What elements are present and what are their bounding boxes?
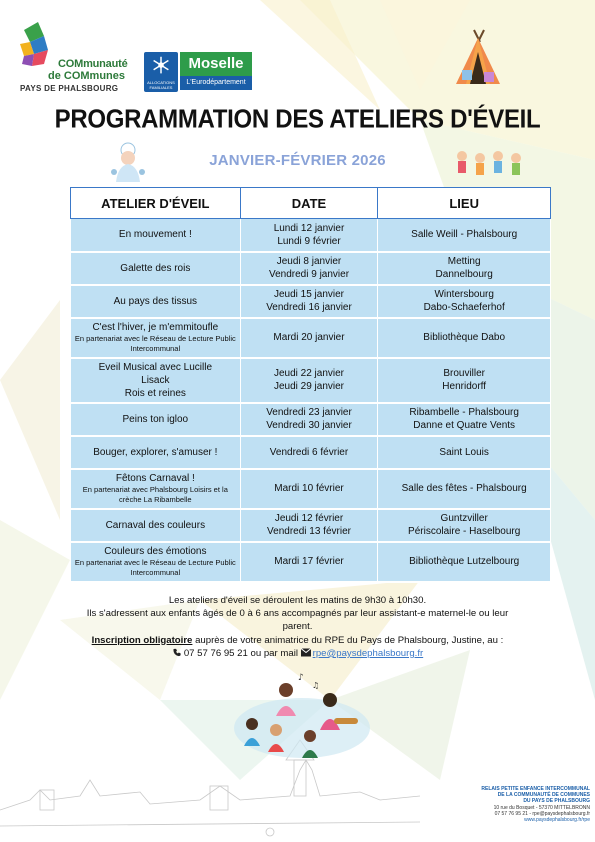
col-header-atelier: ATELIER D'ÉVEIL — [71, 188, 241, 219]
date-text: Jeudi 12 février — [274, 513, 344, 524]
tipi-icon — [452, 28, 504, 88]
lieu-cell — [378, 542, 551, 582]
lieu-cell — [378, 469, 551, 509]
atelier-name: Eveil Musical avec Lucille Lisack — [98, 361, 213, 386]
table-row — [71, 252, 551, 285]
date-text: Lundi 9 février — [277, 235, 341, 247]
atelier-cell — [71, 219, 241, 252]
atelier-name: Galette des rois — [120, 262, 191, 274]
inscription-info — [40, 634, 555, 647]
atelier-name: En mouvement ! — [118, 229, 192, 241]
lieu-text: Périscolaire - Haselbourg — [408, 526, 521, 537]
date-text: Jeudi 29 janvier — [273, 381, 345, 392]
rpe-title-1: RELAIS PETITE ENFANCE INTERCOMMUNAL — [481, 786, 590, 792]
lieu-cell — [378, 509, 551, 542]
atelier-cell — [71, 403, 241, 436]
atelier-cell — [71, 509, 241, 542]
inscription-text: auprès de votre animatrice du RPE du Pays de Phalsbourg, Justine, au : — [192, 634, 504, 646]
moselle-logo — [180, 52, 252, 92]
table-row — [71, 436, 551, 469]
date-text: Jeudi 15 janvier — [273, 289, 345, 300]
or-mail-text: ou par mail — [247, 647, 301, 659]
lieu-text: Dannelbourg — [435, 269, 493, 280]
partner-note: En partenariat avec Phalsbourg Loisirs et la crèche La Ribambelle — [82, 485, 228, 504]
rpe-address-block — [426, 786, 590, 823]
lieu-cell — [378, 436, 551, 469]
svg-text:♪: ♪ — [298, 673, 304, 683]
lieu-text: Dabo-Schaeferhof — [423, 302, 505, 313]
atelier-name: Couleurs des émotions — [104, 546, 207, 557]
lieu-cell — [378, 285, 551, 318]
mail-icon — [301, 648, 311, 657]
rpe-title-3: DU PAYS DE PHALSBOURG — [523, 798, 590, 805]
moselle-logo-tagline: L'Eurodépartement — [180, 76, 252, 90]
date-text: Lundi 12 janvier — [273, 222, 345, 234]
email-link[interactable]: rpe@paysdephalsbourg.fr — [312, 647, 424, 659]
date-text: Mardi 20 janvier — [273, 332, 345, 343]
lieu-text: Salle des fêtes - Phalsbourg — [401, 483, 527, 494]
lieu-cell — [378, 358, 551, 403]
atelier-name: Peins ton igloo — [122, 413, 189, 425]
date-cell — [240, 436, 378, 469]
date-text: Vendredi 13 février — [267, 526, 351, 537]
lieu-text: Henridorff — [442, 381, 487, 392]
lieu-cell — [378, 219, 551, 252]
lieu-text: Metting — [447, 256, 481, 267]
atelier-name: Au pays des tissus — [113, 295, 198, 307]
atelier-cell — [71, 469, 241, 509]
logo-mark-icon — [18, 22, 58, 72]
lieu-cell — [378, 318, 551, 358]
date-cell — [240, 358, 378, 403]
col-header-date: DATE — [240, 188, 378, 219]
logo-line-3: PAYS DE PHALSBOURG — [20, 84, 119, 93]
child-winter-icon — [108, 142, 148, 184]
date-text: Vendredi 30 janvier — [266, 420, 352, 431]
date-text: Jeudi 8 janvier — [276, 256, 342, 267]
table-row — [71, 469, 551, 509]
page-title: PROGRAMMATION DES ATELIERS D'ÉVEIL — [54, 104, 541, 135]
children-playing-icon — [452, 148, 526, 182]
table-row — [71, 318, 551, 358]
atelier-name: Carnaval des couleurs — [105, 519, 206, 531]
date-text: Vendredi 16 janvier — [266, 302, 352, 313]
lieu-text: Wintersbourg — [434, 289, 494, 300]
info-block — [40, 594, 555, 660]
communaute-de-communes-logo — [14, 22, 142, 92]
lieu-text: Saint Louis — [439, 446, 489, 458]
lieu-text: Bibliothèque Dabo — [423, 332, 506, 343]
table-row — [71, 285, 551, 318]
atelier-cell — [71, 436, 241, 469]
date-text: Mardi 10 février — [274, 483, 344, 494]
date-text: Mardi 17 février — [274, 556, 344, 567]
moselle-logo-name: Moselle — [180, 52, 252, 76]
phone-number[interactable]: 07 57 76 95 21 — [183, 647, 248, 659]
table-row — [71, 542, 551, 582]
lieu-text: Brouviller — [443, 368, 486, 379]
atelier-name: Fêtons Carnaval ! — [115, 473, 195, 484]
children-music-icon — [228, 668, 376, 760]
lieu-text: Bibliothèque Lutzelbourg — [409, 556, 520, 567]
period-subtitle: JANVIER-FÉVRIER 2026 — [209, 152, 386, 169]
schedule-info: Les ateliers d'éveil se déroulent les matins de 9h30 à 10h30. — [168, 595, 427, 606]
svg-text:♫: ♫ — [312, 681, 320, 690]
lieu-cell — [378, 252, 551, 285]
date-cell — [240, 285, 378, 318]
atelier-name: Bouger, explorer, s'amuser ! — [93, 446, 218, 458]
date-cell — [240, 318, 378, 358]
date-text: Vendredi 9 janvier — [268, 269, 350, 280]
date-cell — [240, 252, 378, 285]
rpe-title-2: DE LA COMMUNAUTÉ DE COMMUNES — [497, 792, 590, 799]
caf-snowflake-icon — [144, 54, 178, 78]
atelier-cell — [71, 252, 241, 285]
partner-note: En partenariat avec le Réseau de Lecture Public Intercommunal — [74, 558, 236, 577]
table-row — [71, 509, 551, 542]
schedule-table — [70, 187, 551, 583]
rpe-address: 10 rue du Bosquet - 57370 MITTELBRONN — [493, 804, 590, 811]
audience-info: Ils s'adressent aux enfants âgés de 0 à 6 ans accompagnés par leur assistant-e maternel-le ou leur parent. — [86, 608, 509, 633]
atelier-cell — [71, 285, 241, 318]
atelier-cell — [71, 318, 241, 358]
rpe-contact: 07 57 76 95 21 - rpe@paysdephalsbourg.fr — [494, 810, 590, 817]
contact-line — [40, 647, 555, 660]
lieu-text: Danne et Quatre Vents — [413, 420, 516, 431]
partner-note: En partenariat avec le Réseau de Lecture Public Intercommunal — [74, 334, 236, 353]
date-cell — [240, 509, 378, 542]
atelier-name: Rois et reines — [124, 387, 186, 399]
date-text: Vendredi 23 janvier — [266, 407, 352, 418]
table-row — [71, 219, 551, 252]
atelier-cell — [71, 358, 241, 403]
caf-logo — [144, 52, 178, 92]
rpe-website[interactable]: www.paysdephalsbourg.fr/rpe — [524, 817, 590, 824]
date-cell — [240, 403, 378, 436]
caf-logo-text: ALLOCATIONS FAMILIALES — [147, 80, 175, 90]
logo-line-2: de COMmunes — [48, 70, 126, 82]
date-cell — [240, 469, 378, 509]
table-header-row — [71, 188, 551, 219]
date-text: Jeudi 22 janvier — [273, 368, 345, 379]
date-text: Vendredi 6 février — [269, 446, 349, 458]
lieu-text: Salle Weill - Phalsbourg — [411, 229, 518, 241]
atelier-name: C'est l'hiver, je m'emmitoufle — [92, 322, 219, 333]
atelier-cell — [71, 542, 241, 582]
lieu-text: Ribambelle - Phalsbourg — [409, 407, 519, 418]
table-row — [71, 358, 551, 403]
phone-icon — [172, 648, 182, 657]
date-cell — [240, 542, 378, 582]
date-cell — [240, 219, 378, 252]
lieu-text: Guntzviller — [440, 513, 488, 524]
logo-line-1: COMmunauté — [58, 58, 128, 70]
table-row — [71, 403, 551, 436]
inscription-label: Inscription obligatoire — [91, 634, 193, 646]
col-header-lieu: LIEU — [378, 188, 551, 219]
lieu-cell — [378, 403, 551, 436]
